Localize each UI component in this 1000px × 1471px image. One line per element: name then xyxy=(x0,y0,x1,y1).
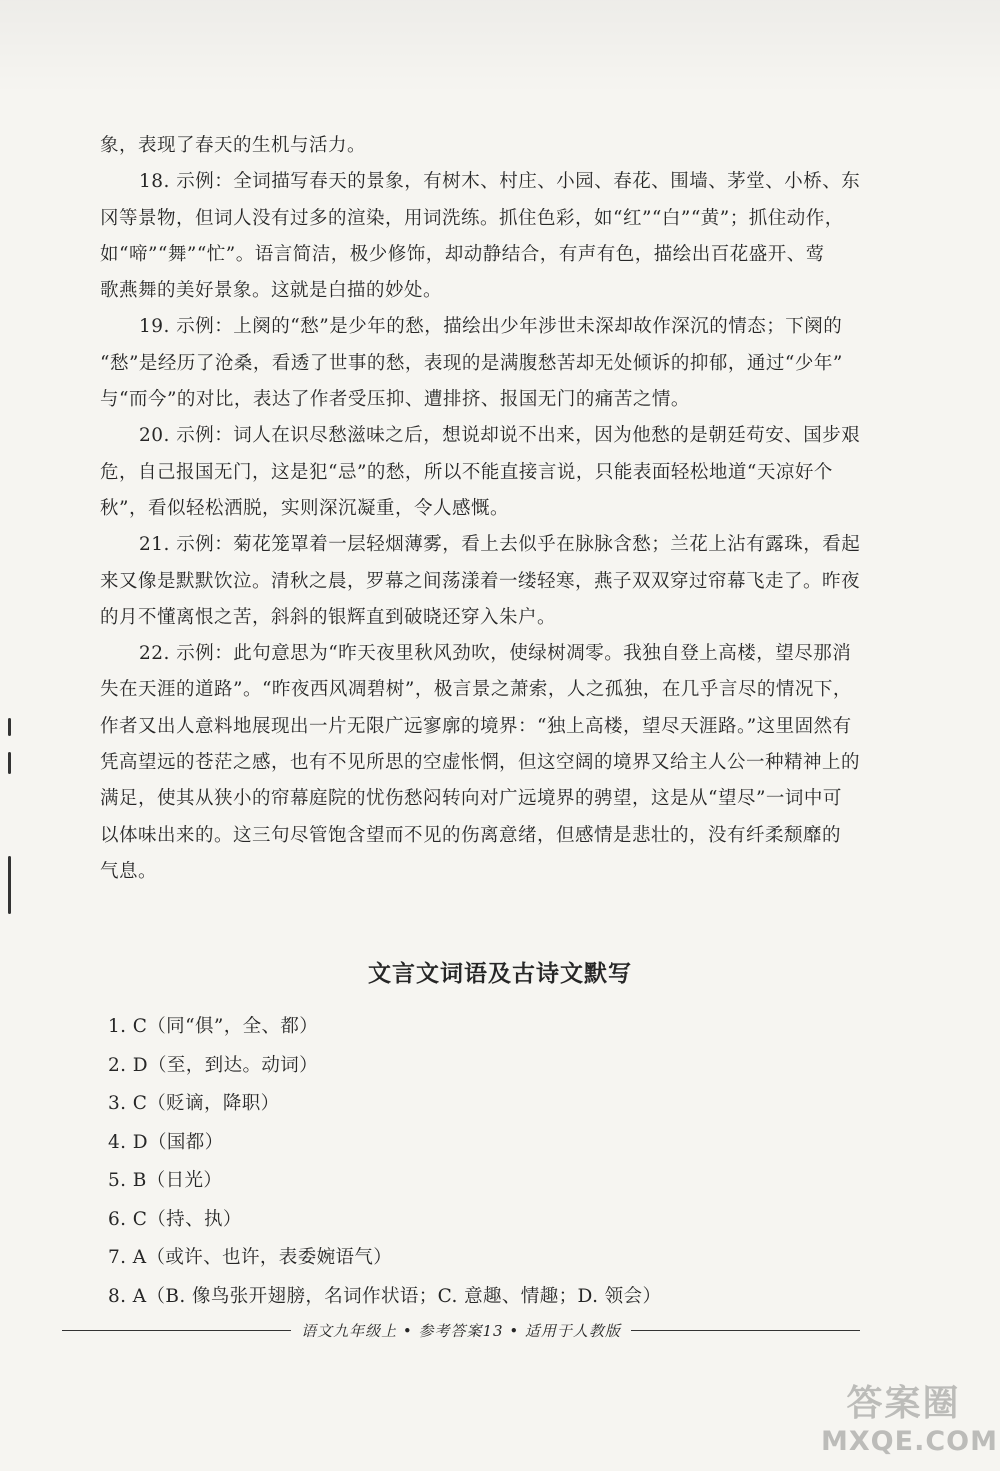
answer-paragraph xyxy=(100,527,868,636)
answer-paragraph xyxy=(100,128,868,164)
answer-list xyxy=(108,1008,868,1316)
answer-item: 4. D（国都） xyxy=(108,1131,224,1153)
text-line: 歌燕舞的美好景象。这就是白描的妙处。 xyxy=(100,280,443,302)
text-line: 与“而今”的对比，表达了作者受压抑、遭排挤、报国无门的痛苦之情。 xyxy=(100,389,690,411)
text-line: 19. 示例：上阕的“愁”是少年的愁，描绘出少年涉世未深却故作深沉的情态；下阕的 xyxy=(139,316,843,338)
text-line: 18. 示例：全词描写春天的景象，有树木、村庄、小园、春花、围墙、茅堂、小桥、东 xyxy=(139,171,861,193)
scan-mark xyxy=(8,752,11,774)
text-line: 来又像是默默饮泣。清秋之晨，罗幕之间荡漾着一缕轻寒，燕子双双穿过帘幕飞走了。昨夜 xyxy=(100,570,861,592)
answer-paragraphs xyxy=(100,128,868,890)
answer-paragraph xyxy=(100,636,868,890)
text-line: 象，表现了春天的生机与活力。 xyxy=(100,135,367,156)
text-line: 如“啼”“舞”“忙”。语言简洁，极少修饰，却动静结合，有声有色，描绘出百花盛开、莺 xyxy=(100,243,825,265)
scan-mark xyxy=(8,856,11,914)
text-line: 秋”，看似轻松洒脱，实则深沉凝重，令人感慨。 xyxy=(100,497,509,519)
answer-paragraph xyxy=(100,418,868,527)
text-line: 凭高望远的苍茫之感，也有不见所思的空虚怅惘，但这空阔的境界又给主人公一种精神上的 xyxy=(100,752,861,774)
answer-item: 6. C（持、执） xyxy=(108,1208,242,1230)
page-footer xyxy=(62,1318,860,1342)
text-line: 满足，使其从狭小的帘幕庭院的忧伤愁闷转向对广远境界的骋望，这是从“望尽”一词中可 xyxy=(100,788,842,810)
text-line: 气息。 xyxy=(100,860,158,882)
text-line: 作者又出人意料地展现出一片无限广远寥廓的境界：“独上高楼，望尽天涯路。”这里固然有 xyxy=(100,715,852,737)
answer-item: 3. C（贬谪，降职） xyxy=(108,1093,280,1114)
text-line: 22. 示例：此句意思为“昨天夜里秋风劲吹，使绿树凋零。我独自登上高楼，望尽那消 xyxy=(139,643,852,665)
footer-text: 语文九年级上 • 参考答案13 • 适用于人教版 xyxy=(301,1321,621,1340)
footer-rule-right xyxy=(631,1330,860,1331)
answer-paragraph xyxy=(100,164,868,309)
watermark-logo-text: 答案圈 xyxy=(846,1383,961,1424)
text-line: 的月不懂离恨之苦，斜斜的银辉直到破晓还穿入朱户。 xyxy=(100,606,557,628)
text-line: 21. 示例：菊花笼罩着一层轻烟薄雾，看上去似乎在脉脉含愁；兰花上沾有露珠，看起 xyxy=(139,534,861,556)
scan-shadow xyxy=(0,0,1000,95)
text-line: “愁”是经历了沧桑，看透了世事的愁，表现的是满腹愁苦却无处倾诉的抑郁，通过“少年” xyxy=(100,352,843,374)
answer-item: 1. C（同“俱”，全、都） xyxy=(108,1016,319,1037)
text-line: 20. 示例：词人在识尽愁滋味之后，想说却说不出来，因为他愁的是朝廷苟安、国步艰 xyxy=(139,425,861,447)
answer-item: 2. D（至，到达。动词） xyxy=(108,1054,319,1076)
watermark xyxy=(821,1382,998,1458)
answer-item: 7. A（或许、也许，表委婉语气） xyxy=(108,1247,393,1268)
text-line: 失在天涯的道路”。“昨夜西风凋碧树”，极言景之萧索，人之孤独，在几乎言尽的情况下， xyxy=(100,679,852,701)
footer-rule-left xyxy=(62,1330,291,1331)
text-line: 以体味出来的。这三句尽管饱含望而不见的伤离意绪，但感情是悲壮的，没有纤柔颓靡的 xyxy=(100,824,842,846)
scan-mark xyxy=(8,718,11,736)
answer-paragraph xyxy=(100,309,868,418)
text-line: 危，自己报国无门，这是犯“忌”的愁，所以不能直接言说，只能表面轻松地道“天凉好个 xyxy=(100,461,833,483)
answer-item: 8. A（B. 像鸟张开翅膀，名词作状语；C. 意趣、情趣；D. 领会） xyxy=(108,1285,662,1307)
watermark-site: MXQE.COM xyxy=(821,1426,998,1457)
answer-item: 5. B（日光） xyxy=(108,1170,223,1191)
text-line: 冈等景物，但词人没有过多的渲染，用词洗练。抓住色彩，如“红”“白”“黄”；抓住动作， xyxy=(100,207,844,229)
section-title: 文言文词语及古诗文默写 xyxy=(368,961,632,987)
